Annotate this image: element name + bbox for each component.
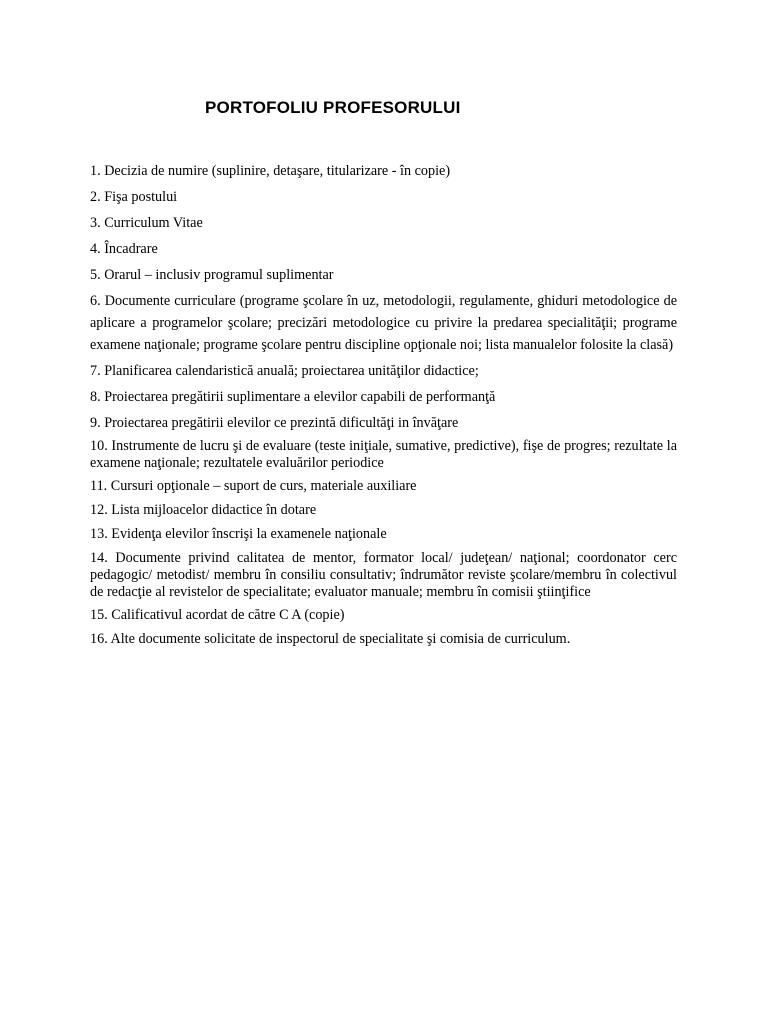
list-item: 7. Planificarea calendaristică anuală; proiectarea unităţilor didactice; — [90, 363, 479, 379]
list-item: 11. Cursuri opţionale – suport de curs, materiale auxiliare — [90, 478, 417, 494]
list-item: 6. Documente curriculare (programe şcolare în uz, metodologii, regulamente, ghiduri metodologice de aplicare a programelor şcolare; precizări metodologice cu privire la predarea specialităţii; programe examene naţionale; programe şcolare pentru discipline opţionale noi; lista manualelor folosite la clasă) — [90, 293, 677, 353]
list-item: 10. Instrumente de lucru şi de evaluare (teste iniţiale, sumative, predictive), fişe de progres; rezultate la examene naţionale; rezultatele evaluărilor periodice — [90, 438, 677, 471]
list-item: 12. Lista mijloacelor didactice în dotare — [90, 502, 317, 518]
list-item: 13. Evidenţa elevilor înscrişi la examenele naţionale — [90, 526, 387, 542]
list-item: 15. Calificativul acordat de către C A (copie) — [90, 607, 345, 623]
list-item: 3. Curriculum Vitae — [90, 215, 203, 231]
document-title: PORTOFOLIU PROFESORULUI — [205, 98, 461, 117]
list-item: 2. Fişa postului — [90, 189, 178, 205]
list-item: 8. Proiectarea pregătirii suplimentare a elevilor capabili de performanţă — [90, 389, 496, 405]
list-item: 9. Proiectarea pregătirii elevilor ce prezintă dificultăţi in învăţare — [90, 415, 459, 431]
portfolio-list — [90, 160, 677, 655]
list-item: 1. Decizia de numire (suplinire, detaşare, titularizare - în copie) — [90, 163, 451, 179]
list-item: 14. Documente privind calitatea de mentor, formator local/ judeţean/ naţional; coordonator cerc pedagogic/ metodist/ membru în consiliu consultativ; îndrumător reviste şcolare/membru în colectivul de redacţie al revistelor de specialitate; evaluator manuale; membru în comisii ştiinţifice — [90, 550, 677, 600]
list-item: 4. Încadrare — [90, 241, 158, 257]
list-item: 16. Alte documente solicitate de inspectorul de specialitate şi comisia de curriculum. — [90, 631, 571, 647]
list-item: 5. Orarul – inclusiv programul suplimentar — [90, 267, 334, 283]
